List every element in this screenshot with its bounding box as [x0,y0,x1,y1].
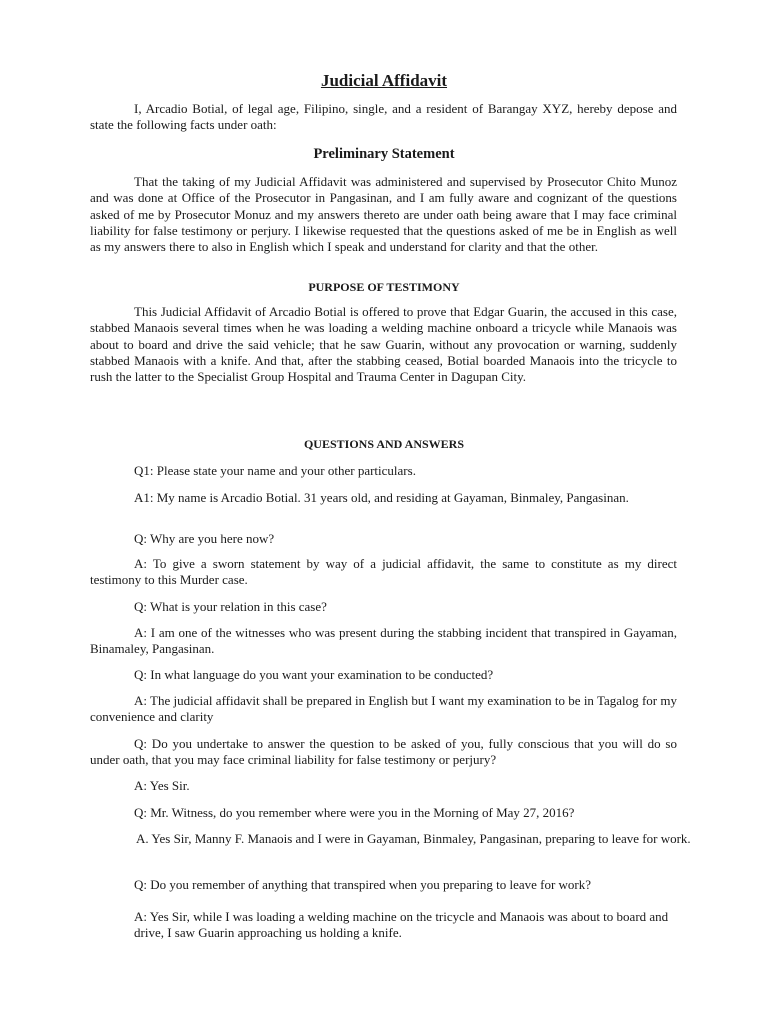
question-5: Q: Do you undertake to answer the question to be asked of you, fully conscious that you will do so under oath, that you may face criminal liability for false testimony or perjury? [90,736,677,768]
document-title: Judicial Affidavit [320,71,448,90]
question-6: Q: Mr. Witness, do you remember where were you in the Morning of May 27, 2016? [134,805,575,820]
question-7: Q: Do you remember of anything that transpired when you preparing to leave for work? [134,877,592,892]
answer-2: A: To give a sworn statement by way of a judicial affidavit, the same to constitute as my direct testimony to this Murder case. [90,556,677,588]
answer-7 [90,909,677,942]
question-3: Q: What is your relation in this case? [134,599,327,614]
preliminary-heading: Preliminary Statement [313,146,455,162]
answer-7-text: A: Yes Sir, while I was loading a welding machine on the tricycle and Manaois was about to board and drive, I saw Guarin approaching us holding a knife. [134,909,669,941]
qa-heading: QUESTIONS AND ANSWERS [303,437,465,451]
intro-paragraph: I, Arcadio Botial, of legal age, Filipino, single, and a resident of Barangay XYZ, hereby depose and state the following facts under oath: [90,101,677,133]
answer-6: A. Yes Sir, Manny F. Manaois and I were in Gayaman, Binmaley, Pangasinan, preparing to leave for work. [136,831,691,846]
answer-4: A: The judicial affidavit shall be prepared in English but I want my examination to be in Tagalog for my convenience and clarity [90,693,677,725]
purpose-heading: PURPOSE OF TESTIMONY [308,280,460,294]
answer-1: A1: My name is Arcadio Botial. 31 years old, and residing at Gayaman, Binmaley, Pangasinan. [134,490,629,505]
answer-3: A: I am one of the witnesses who was present during the stabbing incident that transpired in Gayaman, Binamaley, Pangasinan. [90,625,677,657]
preliminary-paragraph: That the taking of my Judicial Affidavit was administered and supervised by Prosecutor Chito Munoz and was done at Office of the Prosecutor in Pangasinan, and I am fully aware and cognizant of the questions asked of me by Prosecutor Monuz and my answers thereto are under oath being aware that I may face criminal liability for false testimony or perjury. I likewise requested that the questions asked of me be in English as well as my answers there to also in English which I speak and understand for clarity and that the other. [90,174,677,255]
question-4: Q: In what language do you want your examination to be conducted? [134,667,494,682]
purpose-paragraph: This Judicial Affidavit of Arcadio Botial is offered to prove that Edgar Guarin, the accused in this case, stabbed Manaois several times when he was loading a welding machine onboard a tricycle while Manaois was about to board and drive the said vehicle; that he saw Guarin, without any provocation or warning, suddenly stabbed Manaois with a knife. And that, after the stabbing ceased, Botial boarded Manaois into the tricycle to rush the latter to the Specialist Group Hospital and Trauma Center in Dagupan City. [90,304,677,385]
answer-5: A: Yes Sir. [134,778,190,793]
question-2: Q: Why are you here now? [134,531,275,546]
question-1: Q1: Please state your name and your other particulars. [134,463,416,478]
